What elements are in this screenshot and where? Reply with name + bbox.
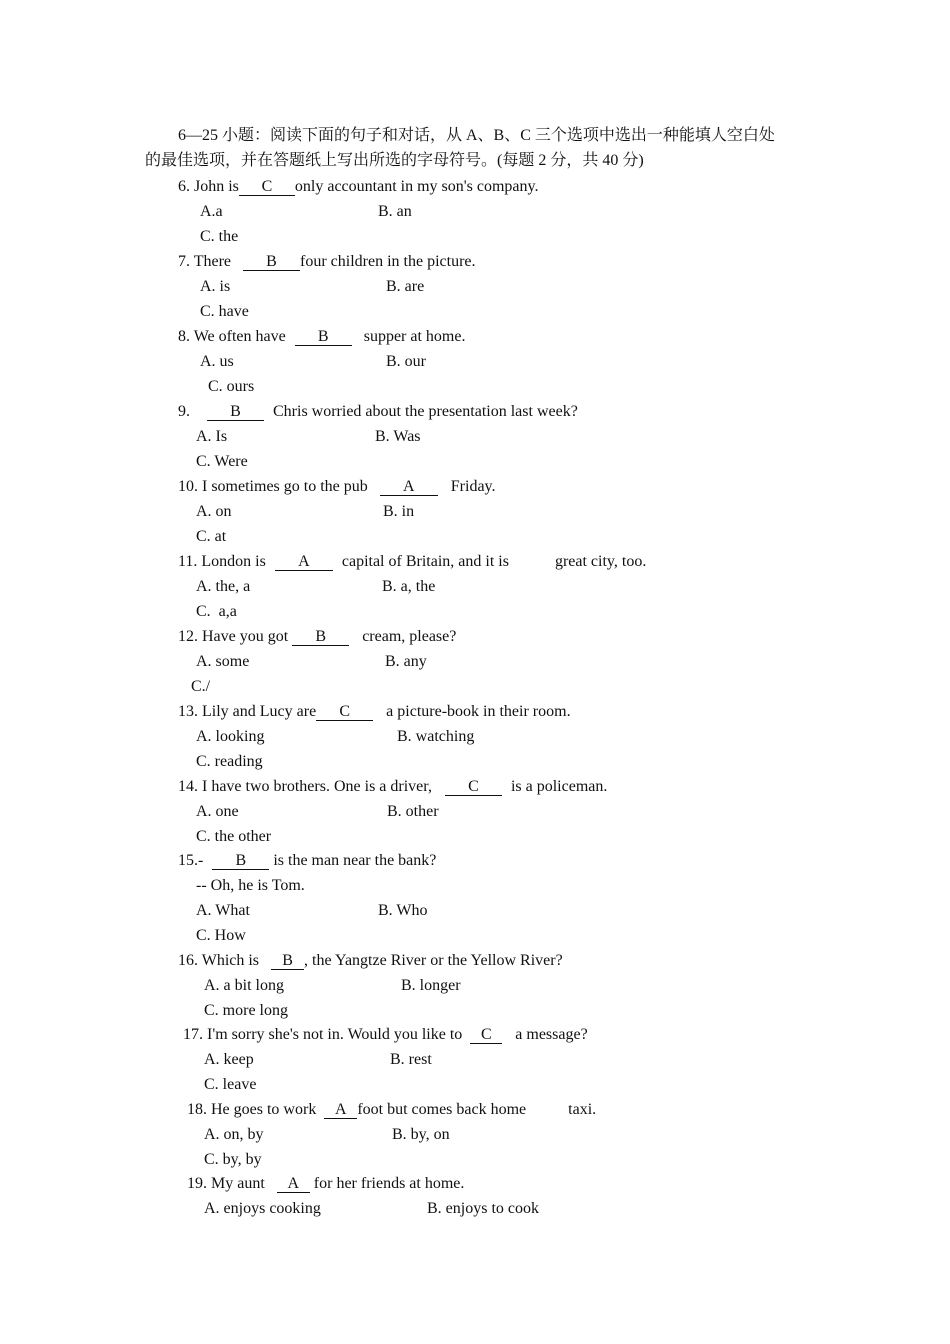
option-b: B. in <box>383 503 415 520</box>
option-c: C. leave <box>204 1076 257 1093</box>
question-stem: 18. He goes to work A foot but comes back home taxi. <box>187 1101 597 1118</box>
option-c: C. Were <box>196 453 248 470</box>
answer-blank: B <box>295 328 352 346</box>
question-stem: 6. John is C only accountant in my son's company. <box>178 178 539 195</box>
option-a: A. keep <box>204 1051 254 1068</box>
option-a: A. What <box>196 902 250 919</box>
option-c: C. by, by <box>204 1151 262 1168</box>
answer-blank: B <box>212 852 269 870</box>
option-a: A. us <box>200 353 234 370</box>
question-stem: 15.- B is the man near the bank? <box>178 852 437 869</box>
option-a: A. Is <box>196 428 228 445</box>
question-stem: 8. We often have B supper at home. <box>178 328 466 345</box>
option-b: B. our <box>386 353 426 370</box>
answer-blank: B <box>207 403 264 421</box>
option-c: C. the <box>200 228 239 245</box>
dialogue-reply: -- Oh, he is Tom. <box>196 877 305 894</box>
question-stem: 9. B Chris worried about the presentation last week? <box>178 403 578 420</box>
answer-blank: C <box>470 1026 502 1044</box>
question-stem: 14. I have two brothers. One is a driver, C is a policeman. <box>178 778 608 795</box>
option-b: B. by, on <box>392 1126 450 1143</box>
option-b: B. an <box>378 203 412 220</box>
option-b: B. Who <box>378 902 428 919</box>
option-c: C. at <box>196 528 227 545</box>
option-b: B. a, the <box>382 578 436 595</box>
option-c: C. the other <box>196 828 272 845</box>
option-c: C. a,a <box>196 603 237 620</box>
instructions-line-1: 6—25 小题：阅读下面的句子和对话，从 A、B、C 三个选项中选出一种能填人空白处 <box>178 127 775 144</box>
question-stem: 13. Lily and Lucy are C a picture-book in their room. <box>178 703 571 720</box>
question-stem: 17. I'm sorry she's not in. Would you like to C a message? <box>183 1026 588 1043</box>
answer-blank: C <box>239 178 295 196</box>
question-stem: 19. My aunt A for her friends at home. <box>187 1175 465 1192</box>
question-stem: 7. There B four children in the picture. <box>178 253 476 270</box>
option-a: A. some <box>196 653 250 670</box>
option-b: B. enjoys to cook <box>427 1200 539 1217</box>
option-a: A. on, by <box>204 1126 264 1143</box>
instructions-line-2: 的最佳选项，并在答题纸上写出所选的字母符号。(每题 2 分，共 40 分) <box>145 152 644 169</box>
option-a: A. enjoys cooking <box>204 1200 321 1217</box>
option-c: C. How <box>196 927 246 944</box>
option-a: A.a <box>200 203 223 220</box>
answer-blank: A <box>324 1101 357 1119</box>
question-stem: 16. Which is B , the Yangtze River or the Yellow River? <box>178 952 563 969</box>
option-b: B. rest <box>390 1051 432 1068</box>
option-c: C./ <box>191 678 211 695</box>
answer-blank: B <box>243 253 300 271</box>
question-stem: 11. London is A capital of Britain, and it is great city, too. <box>178 553 647 570</box>
option-a: A. one <box>196 803 239 820</box>
option-b: B. any <box>385 653 427 670</box>
answer-blank: C <box>445 778 502 796</box>
option-b: B. watching <box>397 728 475 745</box>
option-b: B. longer <box>401 977 461 994</box>
option-c: C. more long <box>204 1002 288 1019</box>
answer-blank: B <box>271 952 304 970</box>
option-b: B. are <box>386 278 425 295</box>
answer-blank: C <box>316 703 373 721</box>
option-a: A. on <box>196 503 232 520</box>
answer-blank: A <box>277 1175 310 1193</box>
option-c: C. reading <box>196 753 263 770</box>
question-stem: 10. I sometimes go to the pub A Friday. <box>178 478 496 495</box>
answer-blank: A <box>275 553 333 571</box>
answer-blank: A <box>380 478 438 496</box>
question-stem: 12. Have you got B cream, please? <box>178 628 457 645</box>
option-c: C. ours <box>208 378 255 395</box>
option-c: C. have <box>200 303 249 320</box>
option-b: B. other <box>387 803 439 820</box>
option-a: A. looking <box>196 728 265 745</box>
option-a: A. a bit long <box>204 977 284 994</box>
answer-blank: B <box>292 628 349 646</box>
option-a: A. the, a <box>196 578 251 595</box>
option-a: A. is <box>200 278 231 295</box>
option-b: B. Was <box>375 428 421 445</box>
